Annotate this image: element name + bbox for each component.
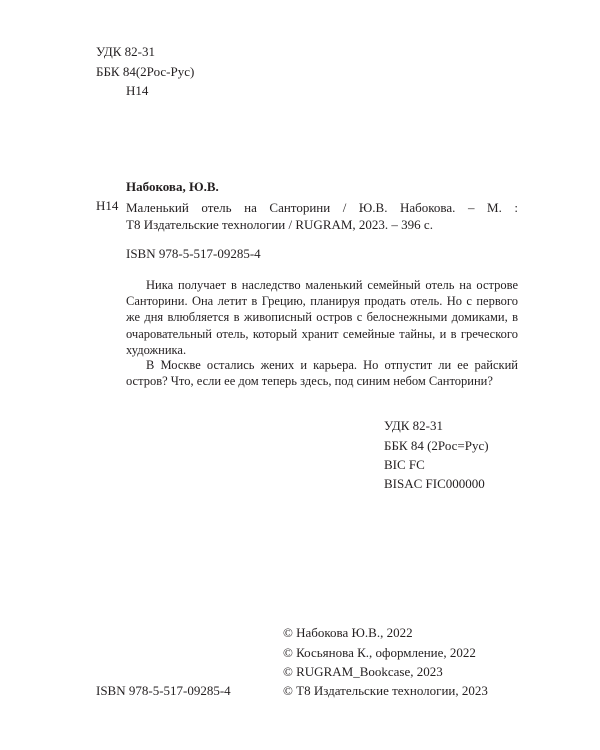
header-udk: УДК 82-31 bbox=[96, 44, 156, 59]
annotation-paragraph-1: Ника получает в наследство маленький семейный отель на острове Санторини. Она летит в Грецию, планируя продать отель. Но с первого же дня влюбляется в живописный остров с белоснежными домиками, в очаровательный отель, который хранит семейные тайны, и в греческого художника. bbox=[126, 278, 518, 357]
annotation-paragraph-2: В Москве остались жених и карьера. Но отпустит ли ее райский остров? Что, если ее дом теперь здесь, под синим небом Санторини? bbox=[126, 358, 518, 389]
classification-bbk: ББК 84 (2Рос=Рус) bbox=[384, 438, 489, 453]
classification-bisac: BISAC FIC000000 bbox=[384, 476, 485, 491]
copyright-design: © Косьянова К., оформление, 2022 bbox=[283, 645, 476, 660]
bibliographic-publisher-line: Т8 Издательские технологии / RUGRAM, 2023. – 396 с. bbox=[126, 217, 433, 232]
annotation-block-2 bbox=[126, 357, 518, 389]
classification-bic: BIC FC bbox=[384, 457, 425, 472]
record-isbn: ISBN 978-5-517-09285-4 bbox=[126, 246, 261, 261]
classification-udk: УДК 82-31 bbox=[384, 418, 444, 433]
author-code: Н14 bbox=[96, 198, 119, 213]
footer-isbn: ISBN 978-5-517-09285-4 bbox=[96, 683, 231, 698]
annotation-block-1 bbox=[126, 277, 518, 358]
header-author-code: Н14 bbox=[126, 83, 149, 98]
copyright-rugram: © RUGRAM_Bookcase, 2023 bbox=[283, 664, 443, 679]
copyright-author: © Набокова Ю.В., 2022 bbox=[283, 625, 413, 640]
copyright-publisher: © Т8 Издательские технологии, 2023 bbox=[283, 683, 488, 698]
header-bbk: ББК 84(2Рос-Рус) bbox=[96, 64, 195, 79]
author-name: Набокова, Ю.В. bbox=[126, 179, 219, 194]
bibliographic-title-line: Маленький отель на Санторини / Ю.В. Набокова. – М. : bbox=[126, 200, 518, 215]
